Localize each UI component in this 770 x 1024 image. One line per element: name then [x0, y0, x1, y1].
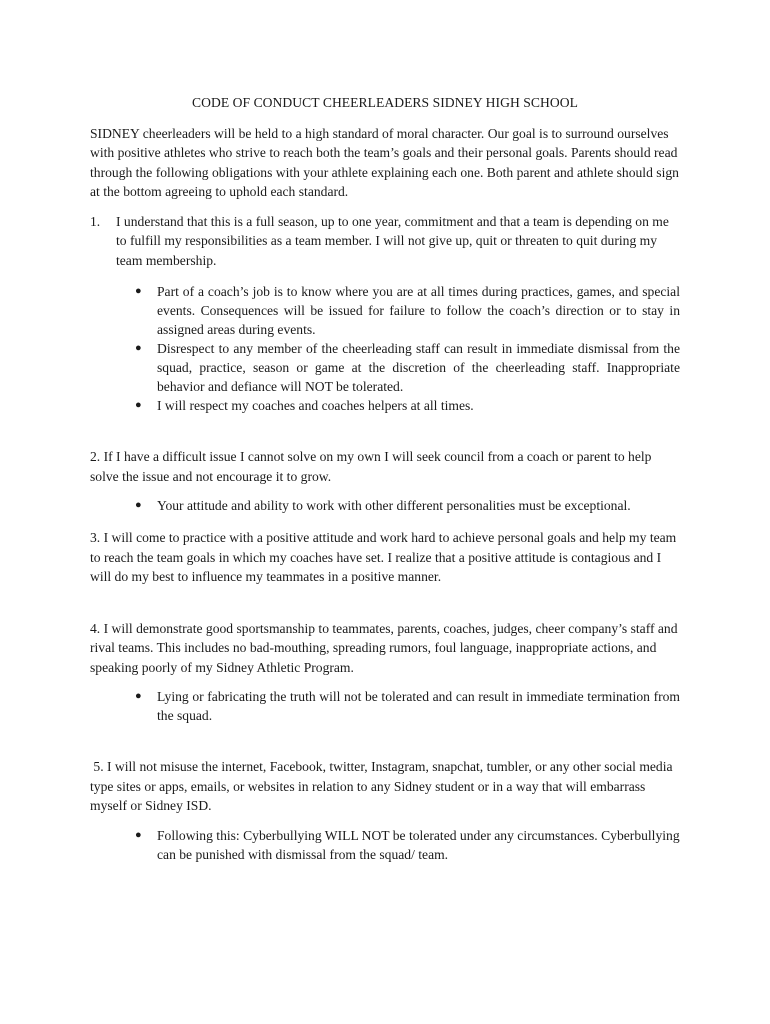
section-5-bullets: [90, 826, 680, 864]
section-4-text: 4. I will demonstrate good sportsmanship to teammates, parents, coaches, judges, cheer company’s staff and rival teams. This includes no bad-mouthing, spreading rumors, foul language, inappropriate actions, and speaking poorly of my Sidney Athletic Program.: [90, 620, 678, 675]
section-4-bullets: [90, 687, 680, 725]
section-1-bullets: [90, 282, 680, 415]
section-2-bullets: [90, 496, 680, 515]
intro-paragraph: SIDNEY cheerleaders will be held to a high standard of moral character. Our goal is to surround ourselves with positive athletes who strive to reach both the team’s goals and their personal goals. Parents should read through the following obligations with your athlete explaining each one. Both parent and athlete should sign at the bottom agreeing to uphold each standard.: [90, 125, 679, 199]
bullet-icon: ●: [135, 342, 142, 354]
bullet-icon: ●: [135, 828, 142, 841]
list-item: [135, 496, 680, 515]
bullet-text: Lying or fabricating the truth will not be tolerated and can result in immediate termination from the squad.: [157, 689, 680, 723]
document-title: CODE OF CONDUCT CHEERLEADERS SIDNEY HIGH SCHOOL: [191, 95, 578, 110]
bullet-icon: ●: [135, 285, 142, 297]
section-3-text: 3. I will come to practice with a positive attitude and work hard to achieve personal goals and help my team to reach the team goals in which my coaches have set. I realize that a positive attitude is contagious and I will do my best to influence my teammates in a positive manner.: [90, 530, 677, 584]
section-2-text: 2. If I have a difficult issue I cannot solve on my own I will seek council from a coach or parent to help solve the issue and not encourage it to grow.: [90, 449, 652, 484]
bullet-text: Disrespect to any member of the cheerleading staff can result in immediate dismissal from the squad, practice, season or game at the discretion of the cheerleading staff. Inappropriate behavior and defiance will NOT be tolerated.: [157, 341, 680, 394]
list-item: [135, 687, 680, 725]
bullet-icon: ●: [135, 690, 142, 702]
bullet-text: I will respect my coaches and coaches helpers at all times.: [157, 398, 474, 413]
section-1-number: 1.: [90, 213, 101, 229]
list-item: [135, 282, 680, 339]
bullet-text: Following this: Cyberbullying WILL NOT be tolerated under any circumstances. Cyberbullying can be punished with dismissal from the squad/ team.: [157, 827, 680, 862]
section-1: [90, 212, 680, 271]
list-item: [135, 339, 680, 396]
bullet-icon: ●: [135, 499, 142, 511]
bullet-icon: ●: [135, 399, 142, 411]
section-5-text: 5. I will not misuse the internet, Facebook, twitter, Instagram, snapchat, tumbler, or any other social media type sites or apps, emails, or websites in relation to any Sidney student or in a way that will embarrass myself or Sidney ISD.: [90, 759, 676, 813]
bullet-text: Part of a coach’s job is to know where you are at all times during practices, games, and special events. Consequences will be issued for failure to follow the coach’s direction or to stay in assigned areas during events.: [157, 284, 680, 337]
bullet-text: Your attitude and ability to work with other different personalities must be exceptional.: [157, 498, 631, 513]
list-item: [135, 396, 680, 415]
section-1-text: I understand that this is a full season, up to one year, commitment and that a team is depending on me to fulfill my responsibilities as a team member. I will not give up, quit or threaten to quit during my team membership.: [116, 213, 669, 268]
list-item: [135, 826, 680, 864]
document-page: [90, 93, 680, 864]
